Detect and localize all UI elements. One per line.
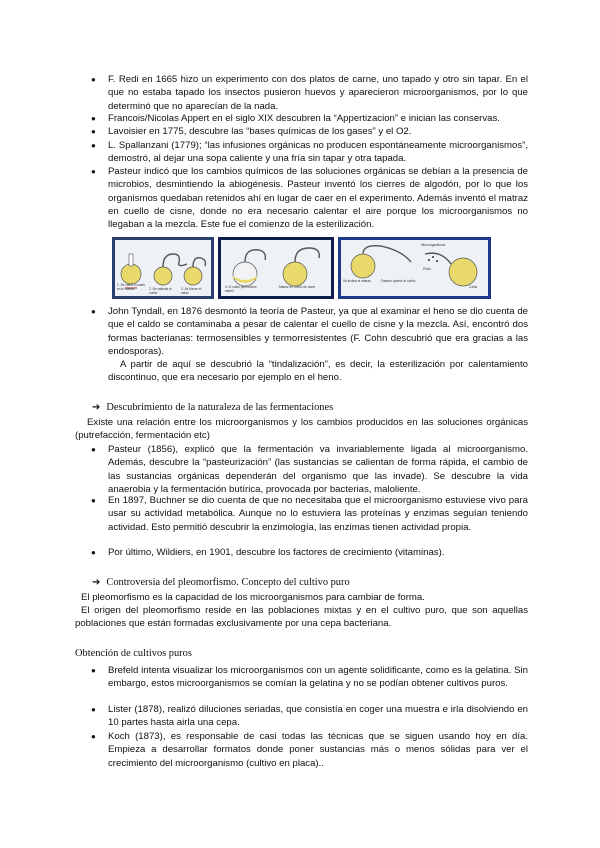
list-item-appert (91, 112, 528, 125)
caption-dust: Polvo (423, 267, 431, 271)
list-item-brefeld (91, 664, 528, 691)
bullet-icon: ● (91, 127, 96, 136)
heading-text: Obtención de cultivos puros (75, 648, 192, 659)
list-item-tyndall (91, 305, 528, 358)
arrow-icon: ➔ (92, 577, 101, 588)
caption-tilt: Se inclina el matraz (343, 279, 371, 283)
bullet-icon: ● (91, 114, 96, 123)
list-item-wildiers (91, 546, 528, 559)
list-item-text: Francois/Nicolas Appert en el siglo XIX descubren la “Appertizacion” e inician las conservas. (108, 113, 500, 124)
heading-fermentation (92, 402, 333, 413)
list-item-text: Pasteur (1856), explicó que la fermentación va invariablemente ligada al microorganismo. Además, descubre la “pasteurización” (las sustancias se calientan de forma rápida, el cambio de las sustancias orgánicas dependerán del organismo que las invade). Se descubre la vida anaerobia y la fermentación butírica, provocada por bacterias, maloliente. (108, 444, 528, 495)
arrow-icon: ➔ (92, 402, 101, 413)
fermentation-intro: Existe una relación entre los microorganismos y los cambios producidos en las soluciones orgánicas (putrefacción, fermentación etc) (75, 417, 528, 442)
list-item-text: Por último, Wildiers, en 1901, descubre los factores de crecimiento (vitaminas). (108, 547, 445, 558)
list-item-buchner (91, 494, 528, 534)
list-item-text: John Tyndall, en 1876 desmontó la teoría de Pasteur, ya que al examinar el heno se dio cuenta de que el caldo se contaminaba a pesar de calentar el cuello de cisne y la mezcla. Así, encontró dos formas bacterianas: termosensibles y termorresistentes (F. Cohn descubrió que era gracias a las endosporas). (108, 306, 528, 357)
figure-panel-3 (338, 237, 491, 299)
bullet-icon: ● (91, 307, 96, 316)
caption-broth: Caldo (469, 285, 478, 289)
tyndallization-paragraph: A partir de aquí se descubrió la “tindalización”, es decir, la esterilización por calentamiento discontinuo, que era necesario por ejemplo en el heno. (108, 359, 528, 384)
heading-text: Controversia del pleomorfismo. Concepto del cultivo puro (106, 577, 350, 588)
bullet-icon: ● (91, 496, 96, 505)
figure-panel-2 (218, 237, 334, 299)
bullet-icon: ● (91, 548, 96, 557)
list-item-pasteur-1856 (91, 443, 528, 496)
list-item-pasteur (91, 165, 528, 231)
list-item-text: F. Redi en 1665 hizo un experimento con dos platos de carne, uno tapado y otro sin tapar. En el que no estaba tapado los insectos pusieron huevos y aparecieron microorganismos, por lo que determinó que no aparecían de la nada. (108, 74, 528, 112)
bullet-icon: ● (91, 445, 96, 454)
list-item-text: Lavoisier en 1775, descubre las “bases químicas de los gases” y el O2. (108, 126, 412, 137)
list-item-text: L. Spallanzani (1779); “las infusiones orgánicas no producen espontáneamente microorganismos”, demostró, al dejar una sopa caliente y una fría sin tapar y otra tapada. (108, 140, 528, 165)
pleomorphism-paragraph-1: El pleomorfismo es la capacidad de los microorganismos para cambiar de forma. (81, 592, 425, 603)
bullet-icon: ● (91, 75, 96, 84)
list-item-lavoisier (91, 125, 528, 138)
bullet-icon: ● (91, 666, 96, 675)
bullet-icon: ● (91, 732, 96, 741)
pleomorphism-paragraph-2: El origen del pleomorfismo reside en las poblaciones mixtas y en el cultivo puro, que son aquellas poblaciones que están formadas exclusivamente por una cepa bacteriana. (75, 605, 528, 630)
pasteur-flask-figure (112, 237, 491, 299)
list-item-text: Koch (1873), es responsable de casi todas las técnicas que se siguen usando hoy en día. Empieza a desarrollar formatos donde poner sustancias más o menos sólidas para ver el crecimiento del microorganismo (cultivo en placa).. (108, 731, 528, 769)
heading-text: Descubrimiento de la naturaleza de las fermentaciones (106, 402, 334, 413)
flask-illustration-3 (341, 240, 488, 296)
caption-step-4: 4. El caldo permanece estéril (225, 285, 257, 293)
caption-microorganisms: Microorganismos (421, 243, 446, 247)
heading-pure-cultures (75, 648, 192, 659)
bullet-icon: ● (91, 141, 96, 150)
caption-step-1: 1. Se vierte el caldo en el matraz (117, 283, 145, 291)
list-item-lister (91, 703, 528, 730)
list-item-text: Lister (1878), realizó diluciones seriadas, que consistía en coger una muestra e irla disolviendo en 10 partes hasta airla una cepa. (108, 704, 528, 729)
list-item-redi (91, 73, 528, 113)
list-item-text: Pasteur indicó que los cambios químicos de las soluciones orgánicas se debían a la presencia de microbios, desmintiendo la abiogénesis. Pasteur inventó los cierres de algodón, por lo que los organismos quedaban retenidos ahí en lugar de caer en el experimento. Además inventó el matraz en cuello de cisne, donde no era necesario calentar el aire porque los microorganismos no llegaban a la mezcla. Este fue el comienzo de la esterilización. (108, 166, 528, 231)
bullet-icon: ● (91, 705, 96, 714)
figure-panel-1 (112, 237, 214, 299)
caption-swan-neck: Matraz en cuello de cisne (279, 285, 316, 289)
bullet-icon: ● (91, 167, 96, 176)
caption-broken-neck: Pasteur quebró el cuello (381, 279, 416, 283)
caption-step-3: 3. Se hierve el caldo (181, 287, 202, 295)
caption-step-2: 2. Se calienta el cuello (149, 287, 172, 295)
list-item-koch (91, 730, 528, 770)
list-item-text: Brefeld intenta visualizar los microorganismos con un agente solidificante, como es la gelatina. Sin embargo, estos microorganismos se comían la gelatina y no se podían obtener cultivos puros. (108, 665, 528, 690)
heading-pleomorphism (92, 577, 350, 588)
list-item-text: En 1897, Buchner se dio cuenta de que no necesitaba que el microorganismo estuviese vivo para usar su actividad metabólica. Aunque no lo estuviera las proteínas y enzimas seguían teniendo actividad. Esto permitió descubrir la enzimología, las enzimas tienen actividad propia. (108, 495, 528, 533)
list-item-spallanzani (91, 139, 528, 166)
